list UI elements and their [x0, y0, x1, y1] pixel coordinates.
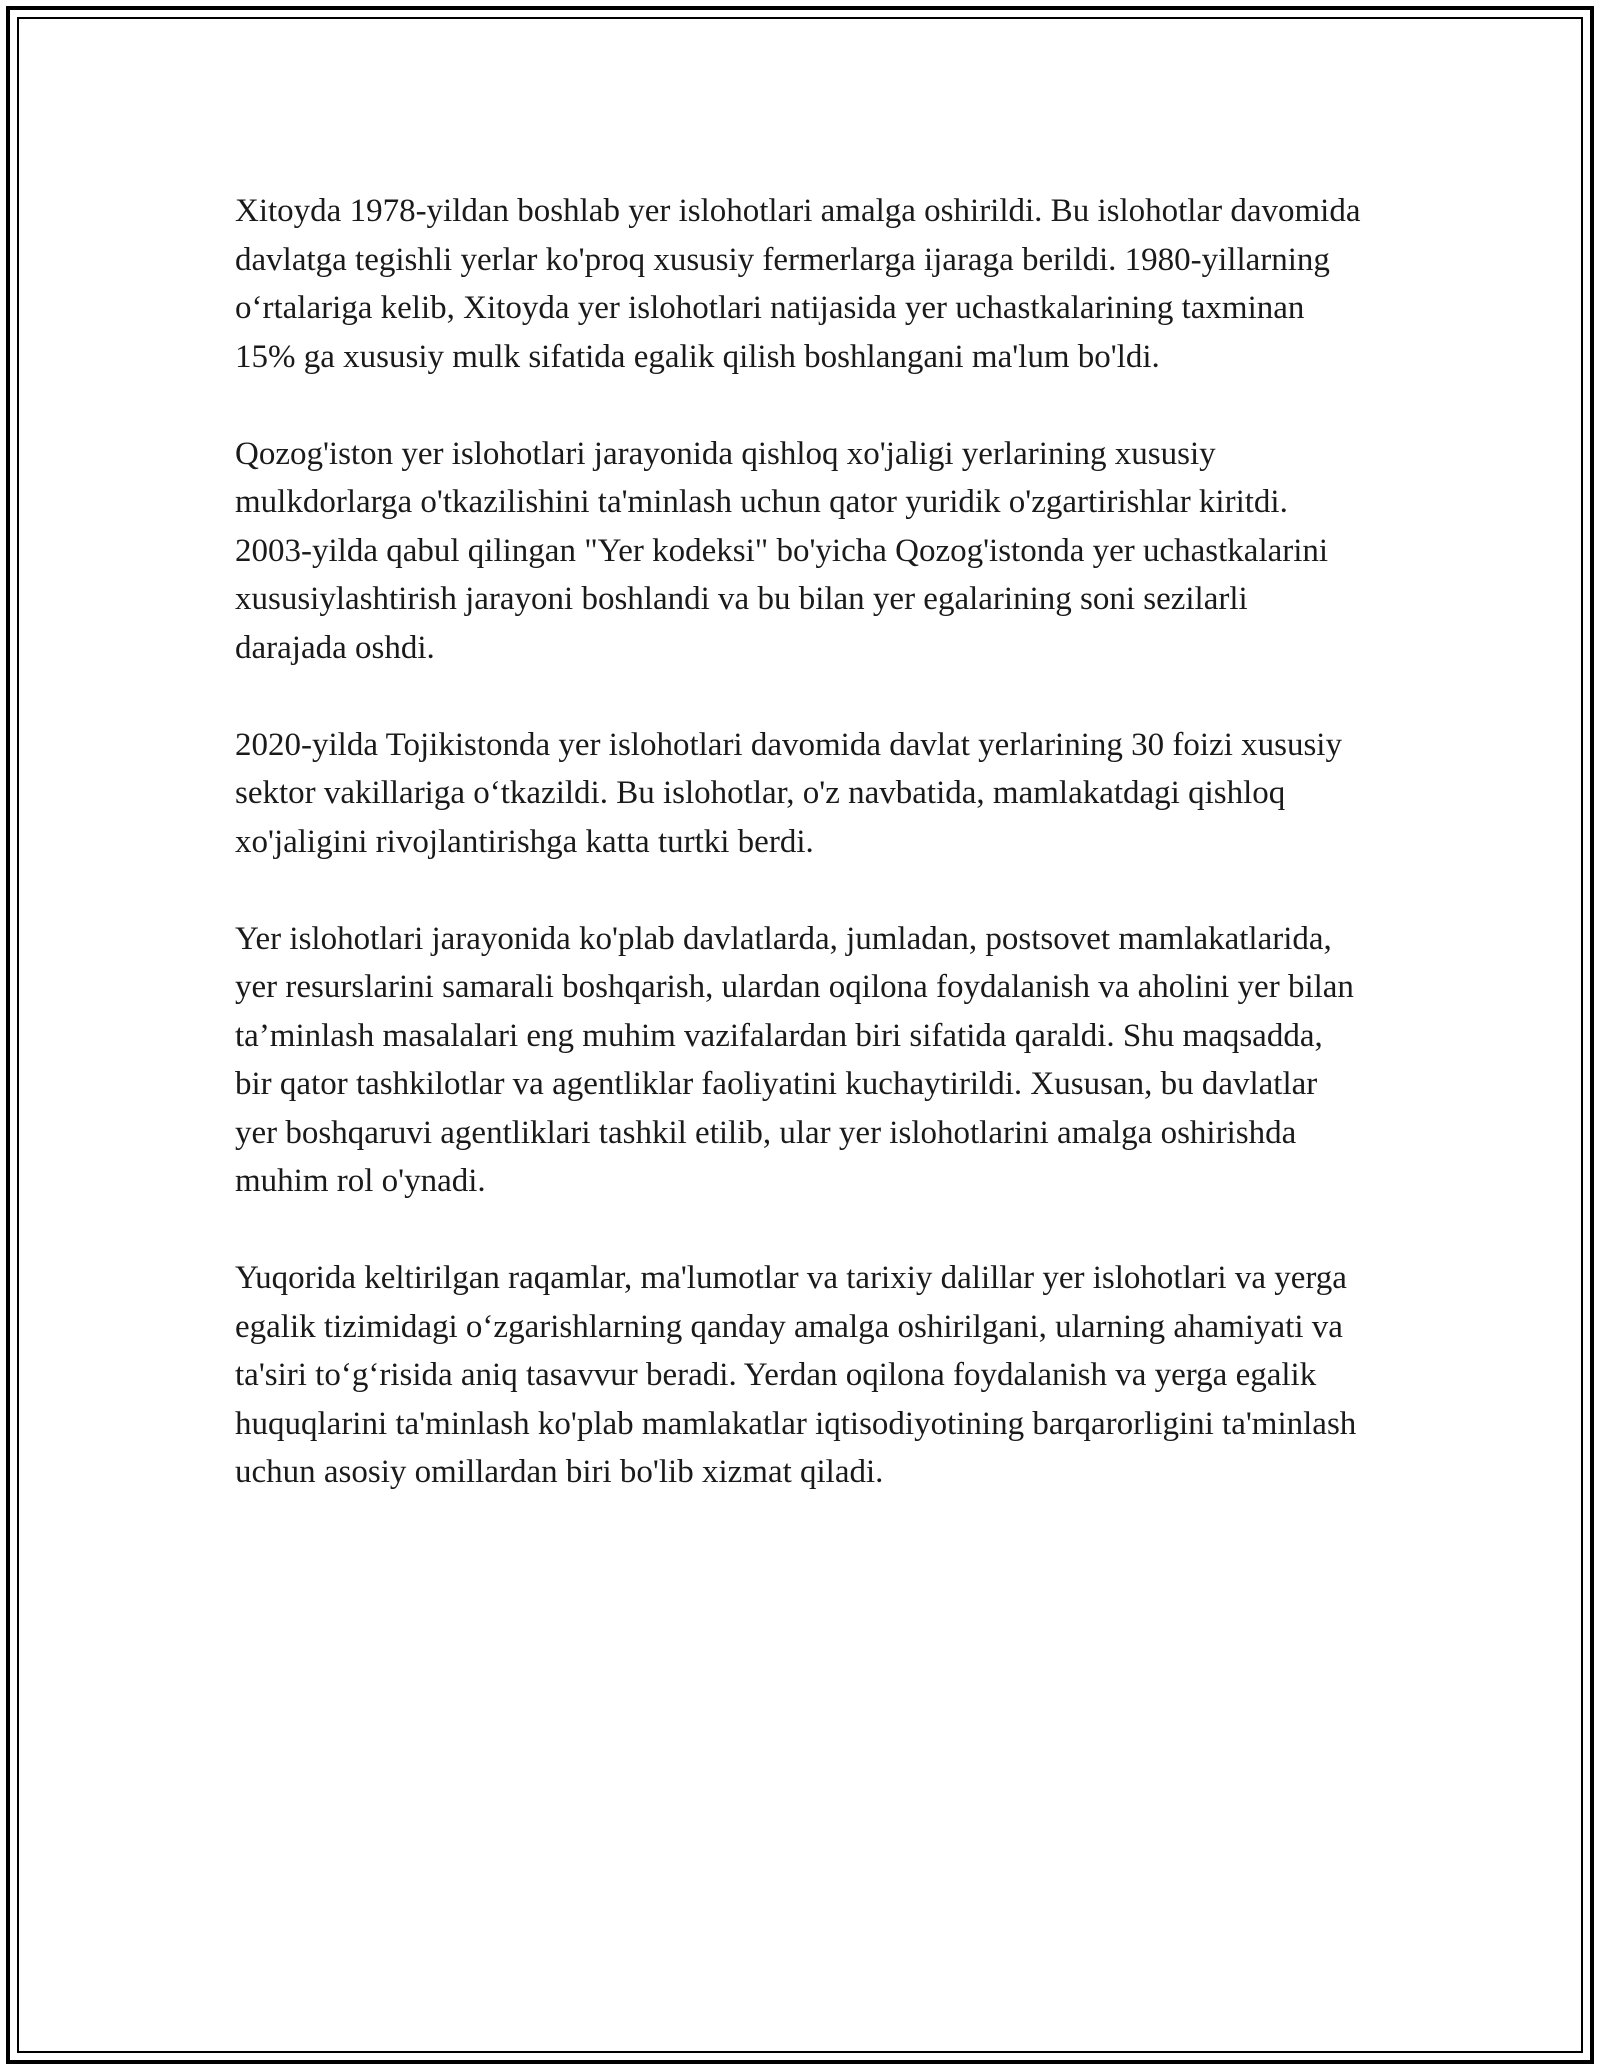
paragraph-tajikistan-land-reform: 2020-yilda Tojikistonda yer islohotlari davomida davlat yerlarining 30 foizi xususiy sektor vakillariga o‘tkazildi. Bu islohotlar, o'z navbatida, mamlakatdagi qishloq xo'jaligini rivojlantirishga katta turtki berdi.	[235, 726, 1342, 860]
paragraph-post-soviet-land-management: Yer islohotlari jarayonida ko'plab davlatlarda, jumladan, postsovet mamlakatlarida, yer resurslarini samarali boshqarish, ulardan oqilona foydalanish va aholini yer bilan ta’minlash masalalari eng muhim vazifalardan biri sifatida qaraldi. Shu maqsadda, bir qator tashkilotlar va agentliklar faoliyatini kuchaytirildi. Xususan, bu davlatlar yer boshqaruvi agentliklari tashkil etilib, ular yer islohotlarini amalga oshirishda muhim rol o'ynadi.	[235, 920, 1354, 1199]
paragraph-kazakhstan-land-reform: Qozog'iston yer islohotlari jarayonida qishloq xo'jaligi yerlarining xususiy mulkdorlarga o'tkazilishini ta'minlash uchun qator yuridik o'zgartirishlar kiritdi. 2003-yilda qabul qilingan "Yer kodeksi" bo'yicha Qozog'istonda yer uchastkalarini xususiylashtirish jarayoni boshlandi va bu bilan yer egalarining soni sezilarli darajada oshdi.	[235, 435, 1329, 666]
document-body	[235, 187, 1365, 1545]
paragraph-china-land-reform: Xitoyda 1978-yildan boshlab yer islohotlari amalga oshirildi. Bu islohotlar davomida davlatga tegishli yerlar ko'proq xususiy fermerlarga ijaraga berildi. 1980-yillarning o‘rtalariga kelib, Xitoyda yer islohotlari natijasida yer uchastkalarining taxminan 15% ga xususiy mulk sifatida egalik qilish boshlangani ma'lum bo'ldi.	[235, 193, 1361, 375]
paragraph-conclusion: Yuqorida keltirilgan raqamlar, ma'lumotlar va tarixiy dalillar yer islohotlari va yerga egalik tizimidagi o‘zgarishlarning qanday amalga oshirilgani, ularning ahamiyati va ta'siri to‘g‘risida aniq tasavvur beradi. Yerdan oqilona foydalanish va yerga egalik huquqlarini ta'minlash ko'plab mamlakatlar iqtisodiyotining barqarorligini ta'minlash uchun asosiy omillardan biri bo'lib xizmat qiladi.	[235, 1260, 1357, 1490]
